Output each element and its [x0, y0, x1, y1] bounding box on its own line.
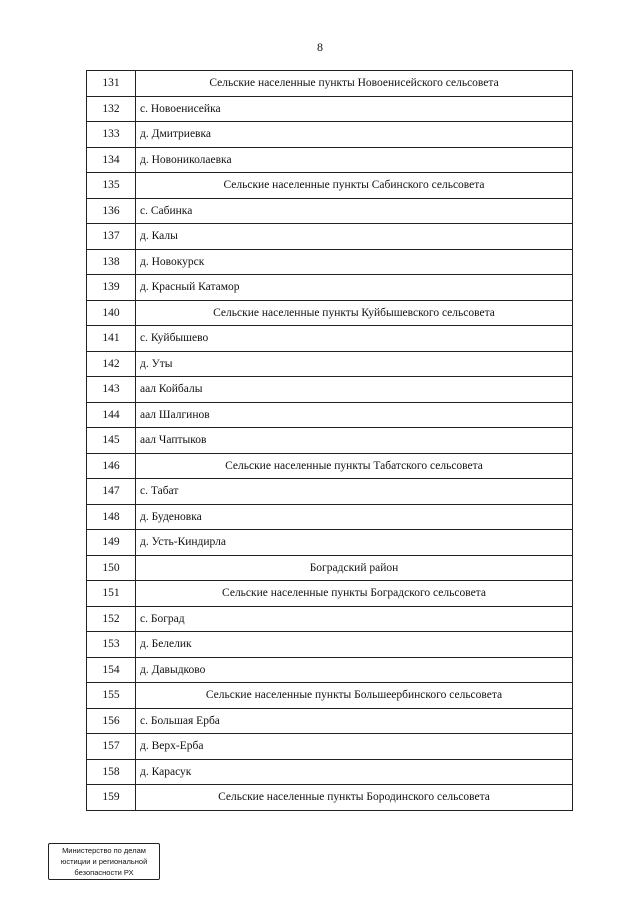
row-number: 135 [87, 173, 136, 199]
section-title: Боградский район [136, 555, 573, 581]
section-title: Сельские населенные пункты Табатского сельсовета [136, 453, 573, 479]
settlement-name: аал Шалгинов [136, 402, 573, 428]
table-row [87, 275, 573, 301]
table-row [87, 326, 573, 352]
row-number: 139 [87, 275, 136, 301]
settlement-name: д. Дмитриевка [136, 122, 573, 148]
settlement-name: с. Новоенисейка [136, 96, 573, 122]
settlement-name: д. Карасук [136, 759, 573, 785]
table-row [87, 708, 573, 734]
row-number: 136 [87, 198, 136, 224]
row-number: 144 [87, 402, 136, 428]
row-number: 134 [87, 147, 136, 173]
row-number: 150 [87, 555, 136, 581]
table-row [87, 198, 573, 224]
settlement-name: аал Койбалы [136, 377, 573, 403]
row-number: 133 [87, 122, 136, 148]
settlement-name: с. Боград [136, 606, 573, 632]
row-number: 147 [87, 479, 136, 505]
settlement-name: д. Новониколаевка [136, 147, 573, 173]
section-header-row [87, 581, 573, 607]
section-header-row [87, 453, 573, 479]
stamp-line-3: безопасности РХ [74, 868, 134, 877]
row-number: 137 [87, 224, 136, 250]
settlement-name: с. Большая Ерба [136, 708, 573, 734]
table-row [87, 96, 573, 122]
table-row [87, 122, 573, 148]
row-number: 157 [87, 734, 136, 760]
settlement-name: д. Белелик [136, 632, 573, 658]
section-title: Сельские населенные пункты Боградского сельсовета [136, 581, 573, 607]
section-title: Сельские населенные пункты Бородинского сельсовета [136, 785, 573, 811]
section-header-row [87, 71, 573, 97]
row-number: 142 [87, 351, 136, 377]
settlement-name: аал Чаптыков [136, 428, 573, 454]
settlement-name: д. Новокурск [136, 249, 573, 275]
row-number: 143 [87, 377, 136, 403]
settlement-name: д. Калы [136, 224, 573, 250]
row-number: 138 [87, 249, 136, 275]
settlement-name: д. Уты [136, 351, 573, 377]
row-number: 148 [87, 504, 136, 530]
settlement-name: с. Табат [136, 479, 573, 505]
table-row [87, 530, 573, 556]
section-title: Сельские населенные пункты Сабинского сельсовета [136, 173, 573, 199]
section-title: Сельские населенные пункты Новоенисейского сельсовета [136, 71, 573, 97]
settlements-table [86, 70, 573, 811]
row-number: 153 [87, 632, 136, 658]
settlement-name: с. Куйбышево [136, 326, 573, 352]
row-number: 141 [87, 326, 136, 352]
settlement-name: д. Давыдково [136, 657, 573, 683]
settlements-table-body [87, 71, 573, 811]
settlement-name: д. Верх-Ерба [136, 734, 573, 760]
stamp-line-2: юстиции и региональной [60, 857, 148, 866]
row-number: 131 [87, 71, 136, 97]
section-header-row [87, 173, 573, 199]
page-number: 8 [317, 40, 323, 54]
row-number: 155 [87, 683, 136, 709]
row-number: 151 [87, 581, 136, 607]
table-row [87, 147, 573, 173]
row-number: 145 [87, 428, 136, 454]
table-row [87, 479, 573, 505]
table-row [87, 657, 573, 683]
table-row [87, 249, 573, 275]
table-row [87, 351, 573, 377]
stamp-line-1: Министерство по делам [62, 846, 146, 855]
ministry-stamp [48, 843, 160, 880]
settlement-name: д. Красный Катамор [136, 275, 573, 301]
table-row [87, 377, 573, 403]
table-row [87, 504, 573, 530]
row-number: 158 [87, 759, 136, 785]
settlement-name: д. Усть-Киндирла [136, 530, 573, 556]
row-number: 159 [87, 785, 136, 811]
table-row [87, 402, 573, 428]
row-number: 156 [87, 708, 136, 734]
section-header-row [87, 785, 573, 811]
section-header-row [87, 683, 573, 709]
settlement-name: д. Буденовка [136, 504, 573, 530]
section-title: Сельские населенные пункты Большеербинского сельсовета [136, 683, 573, 709]
table-row [87, 606, 573, 632]
table-row [87, 224, 573, 250]
row-number: 146 [87, 453, 136, 479]
table-row [87, 759, 573, 785]
section-header-row [87, 555, 573, 581]
row-number: 152 [87, 606, 136, 632]
section-header-row [87, 300, 573, 326]
table-row [87, 632, 573, 658]
row-number: 149 [87, 530, 136, 556]
table-row [87, 428, 573, 454]
row-number: 154 [87, 657, 136, 683]
table-row [87, 734, 573, 760]
section-title: Сельские населенные пункты Куйбышевского сельсовета [136, 300, 573, 326]
row-number: 140 [87, 300, 136, 326]
row-number: 132 [87, 96, 136, 122]
settlement-name: с. Сабинка [136, 198, 573, 224]
